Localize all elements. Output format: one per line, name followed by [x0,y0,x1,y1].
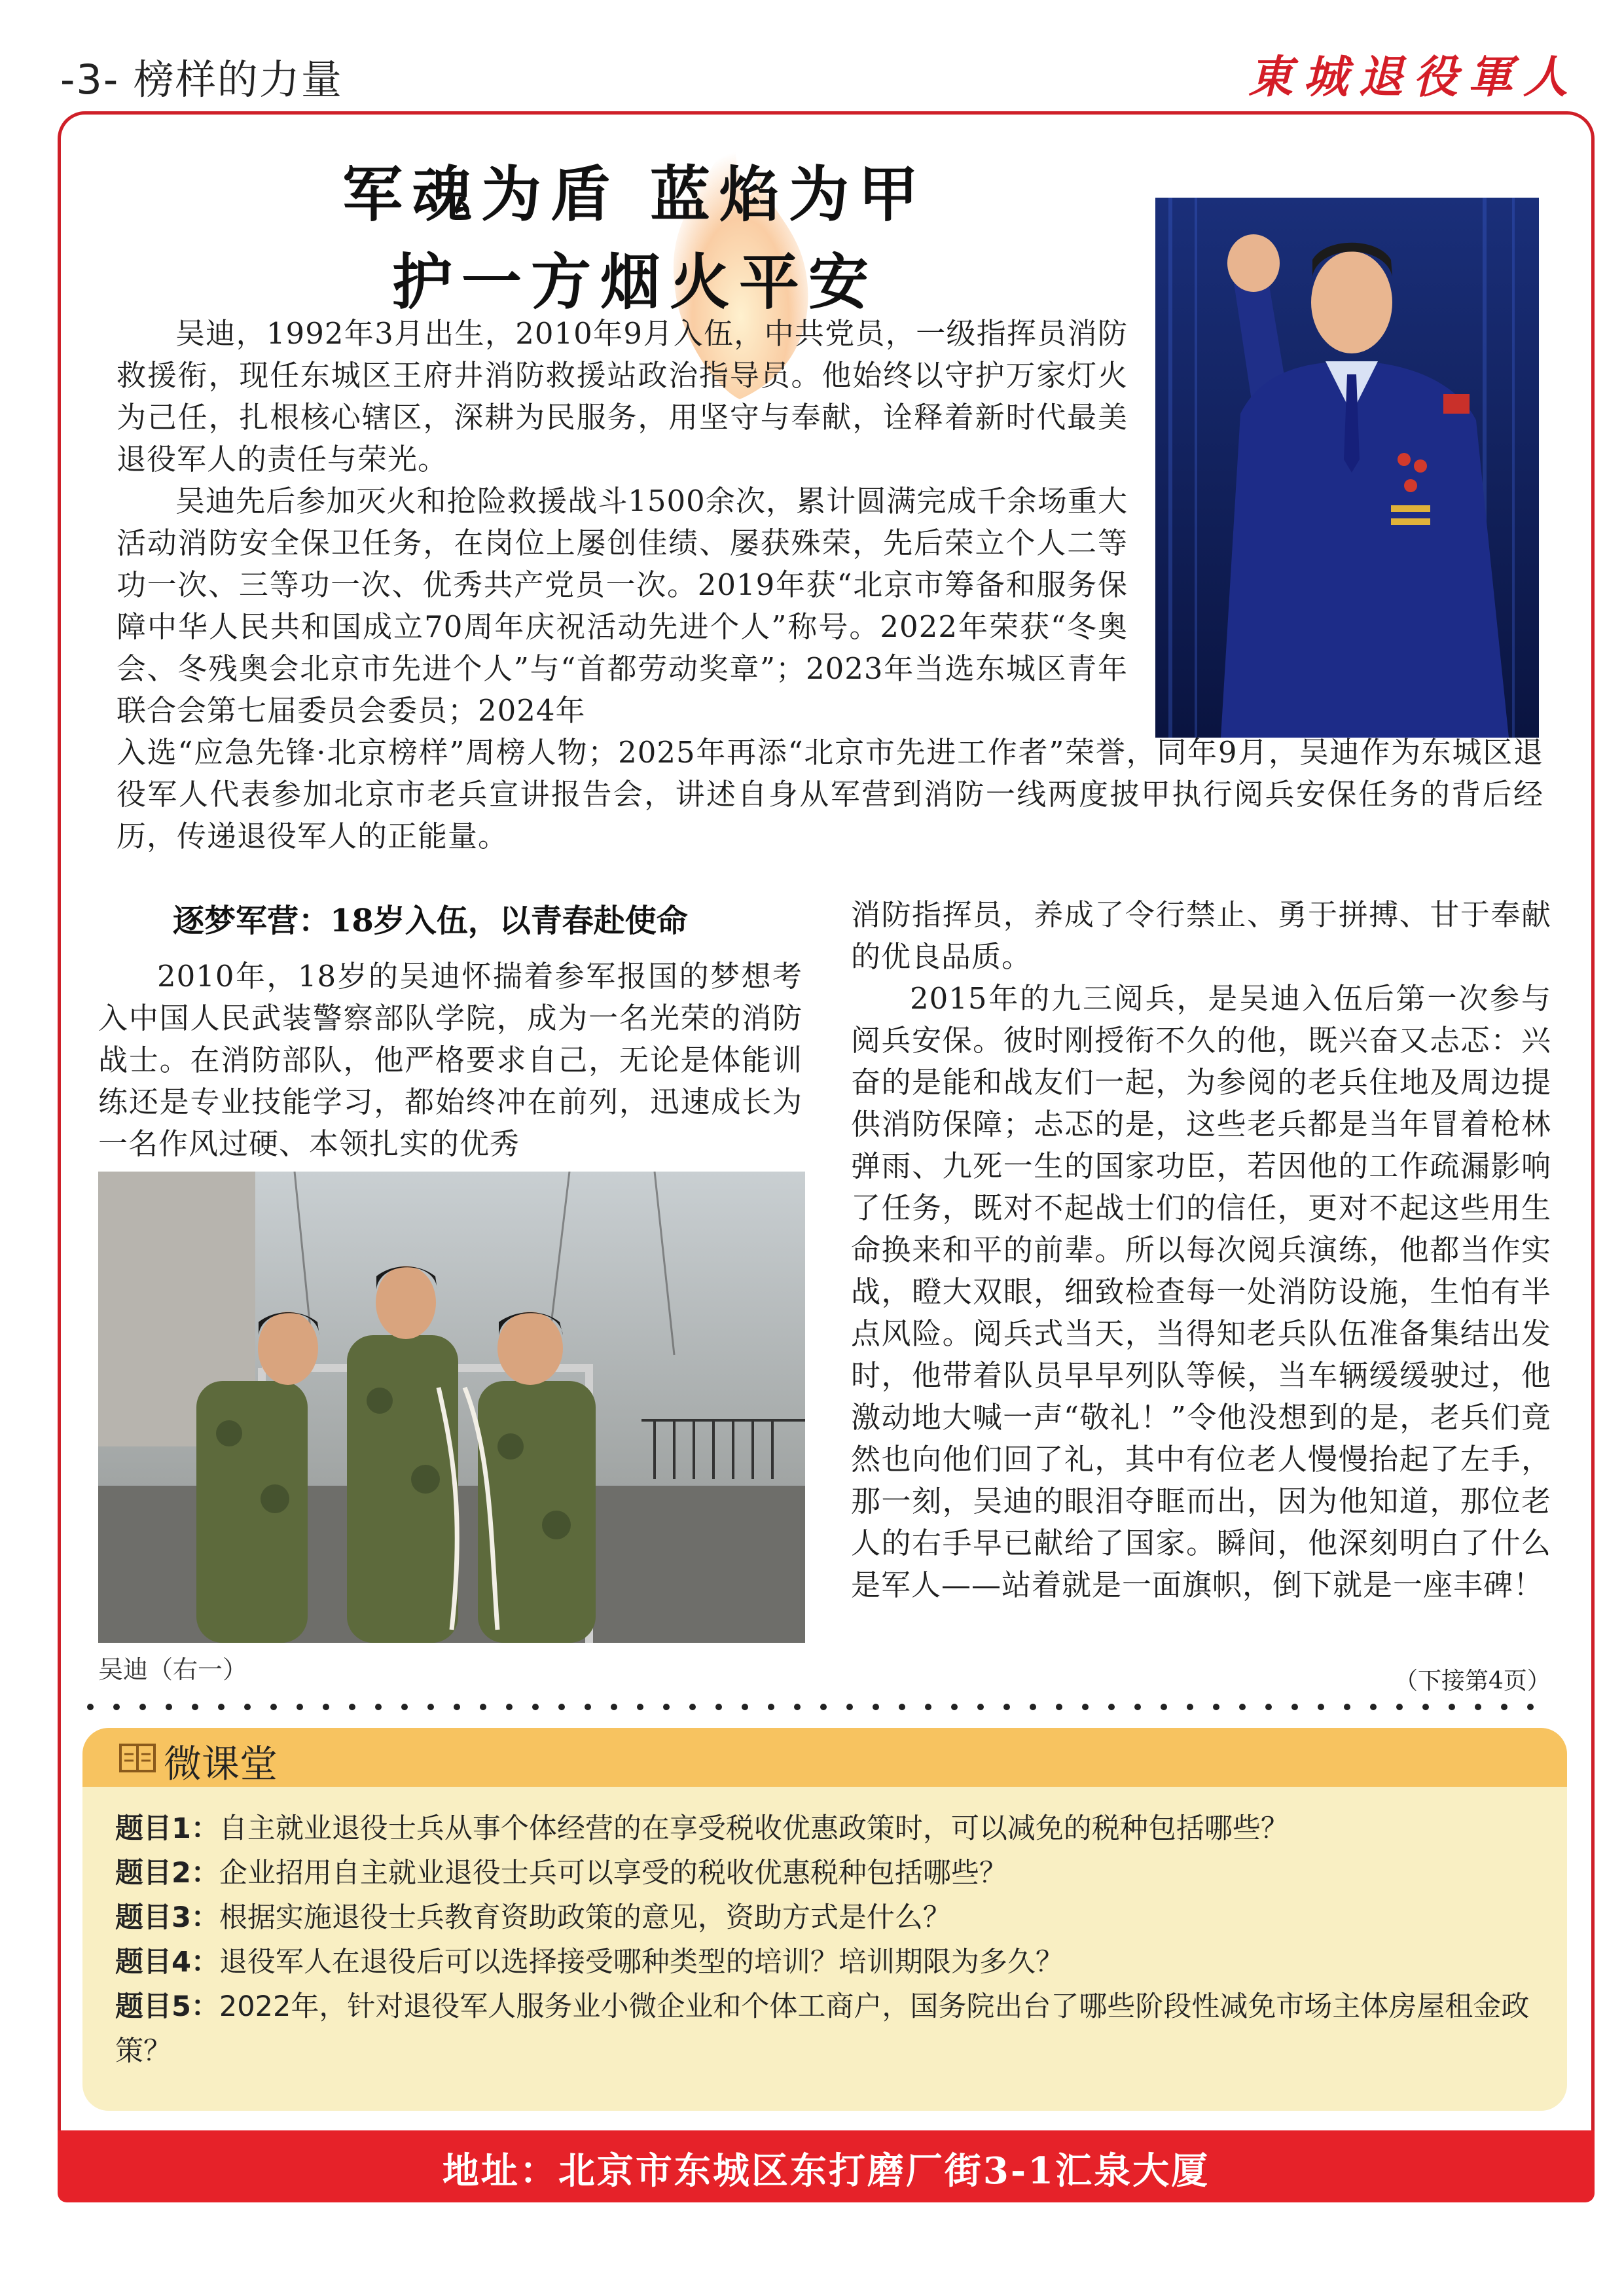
masthead-logo: 東城退役軍人 [1248,51,1578,103]
question-label: 题目4： [115,1946,219,1979]
question-text: 2022年，针对退役军人服务业小微企业和个体工商户，国务院出台了哪些阶段性减免市场主体房屋租金政策？ [115,1990,1530,2068]
question-text: 退役军人在退役后可以选择接受哪种类型的培训？培训期限为多久？ [219,1946,1064,1979]
right-paragraph-0: 消防指挥员，养成了令行禁止、勇于拼搏、甘于奉献的优良品质。 [851,897,1551,974]
portrait-photo [1155,198,1539,738]
intro-paragraph-2-cont: 入选“应急先锋·北京榜样”周榜人物；2025年再添“北京市先进工作者”荣誉，同年9月，吴迪作为东城区退役军人代表参加北京市老兵宣讲报告会，讲述自身从军营到消防一线两度披甲执行阅兵安保任务的背后经历，传递退役军人的正能量。 [117,735,1543,853]
headline-line-1: 军魂为盾 蓝焰为甲 [342,159,928,230]
micro-lecture-header [82,1728,1567,1787]
question-text: 自主就业退役士兵从事个体经营的在享受税收优惠政策时，可以减免的税种包括哪些？ [219,1812,1289,1845]
continued-note: （下接第4页） [1394,1668,1551,1695]
book-icon [117,1740,158,1778]
micro-lecture-title: 微课堂 [164,1742,278,1786]
question-item [115,1895,1542,1940]
question-label: 题目2： [115,1857,219,1890]
question-item [115,1851,1542,1895]
page-label: -3- 榜样的力量 [60,56,343,103]
footer-bar [58,2130,1595,2202]
micro-lecture-panel [82,1728,1567,2111]
question-item [115,1984,1542,2073]
question-item [115,1940,1542,1984]
section-subheading: 逐梦军营：18岁入伍，以青春赴使命 [173,903,688,939]
question-label: 题目1： [115,1812,219,1845]
question-label: 题目5： [115,1990,219,2023]
left-column-text [98,956,803,1165]
headline-line-2: 护一方烟火平安 [391,247,878,317]
right-column-text [851,894,1551,1606]
dotted-divider [85,1702,1558,1712]
question-text: 企业招用自主就业退役士兵可以享受的税收优惠税种包括哪些？ [219,1857,1007,1890]
question-item [115,1806,1542,1851]
footer-address: 地址：北京市东城区东打磨厂街3-1汇泉大厦 [442,2149,1210,2193]
question-label: 题目3： [115,1901,219,1934]
intro-paragraph-1: 吴迪，1992年3月出生，2010年9月入伍，中共党员，一级指挥员消防救援衔，现任东城区王府井消防救援站政治指导员。他始终以守护万家灯火为己任，扎根核心辖区，深耕为民服务，用坚守与奉献，诠释着新时代最美退役军人的责任与荣光。 [117,316,1128,476]
training-photo [98,1172,805,1643]
question-text: 根据实施退役士兵教育资助政策的意见，资助方式是什么？ [219,1901,951,1934]
intro-paragraph-2: 吴迪先后参加灭火和抢险救援战斗1500余次，累计圆满完成千余场重大活动消防安全保卫任务，在岗位上屡创佳绩、屡获殊荣，先后荣立个人二等功一次、三等功一次、优秀共产党员一次。2019年获“北京市筹备和服务保障中华人民共和国成立70周年庆祝活动先进个人”称号。2022年荣获“冬奥会、冬残奥会北京市先进个人”与“首都劳动奖章”；2023年当选东城区青年联合会第七届委员会委员；2024年 [117,484,1128,728]
article-headline [275,151,995,326]
intro-text [117,313,1128,732]
right-paragraph-1: 2015年的九三阅兵，是吴迪入伍后第一次参与阅兵安保。彼时刚授衔不久的他，既兴奋又忐忑：兴奋的是能和战友们一起，为参阅的老兵住地及周边提供消防保障；忐忑的是，这些老兵都是当年冒着枪林弹雨、九死一生的国家功臣，若因他的工作疏漏影响了任务，既对不起战士们的信任，更对不起这些用生命换来和平的前辈。所以每次阅兵演练，他都当作实战，瞪大双眼，细致检查每一处消防设施，生怕有半点风险。阅兵式当天，当得知老兵队伍准备集结出发时，他带着队员早早列队等候，当车辆缓缓驶过，他激动地大喊一声“敬礼！”令他没想到的是，老兵们竟然也向他们回了礼，其中有位老人慢慢抬起了左手，那一刻，吴迪的眼泪夺眶而出，因为他知道，那位老人的右手早已献给了国家。瞬间，他深刻明白了什么是军人——站着就是一面旗帜，倒下就是一座丰碑！ [851,981,1551,1602]
left-paragraph-1: 2010年，18岁的吴迪怀揣着参军报国的梦想考入中国人民武装警察部队学院，成为一名光荣的消防战士。在消防部队，他严格要求自己，无论是体能训练还是专业技能学习，都始终冲在前列，迅速成长为一名作风过硬、本领扎实的优秀 [98,959,803,1161]
question-list [115,1806,1542,2073]
photo-caption: 吴迪（右一） [98,1655,248,1684]
intro-text-continued [117,732,1543,857]
